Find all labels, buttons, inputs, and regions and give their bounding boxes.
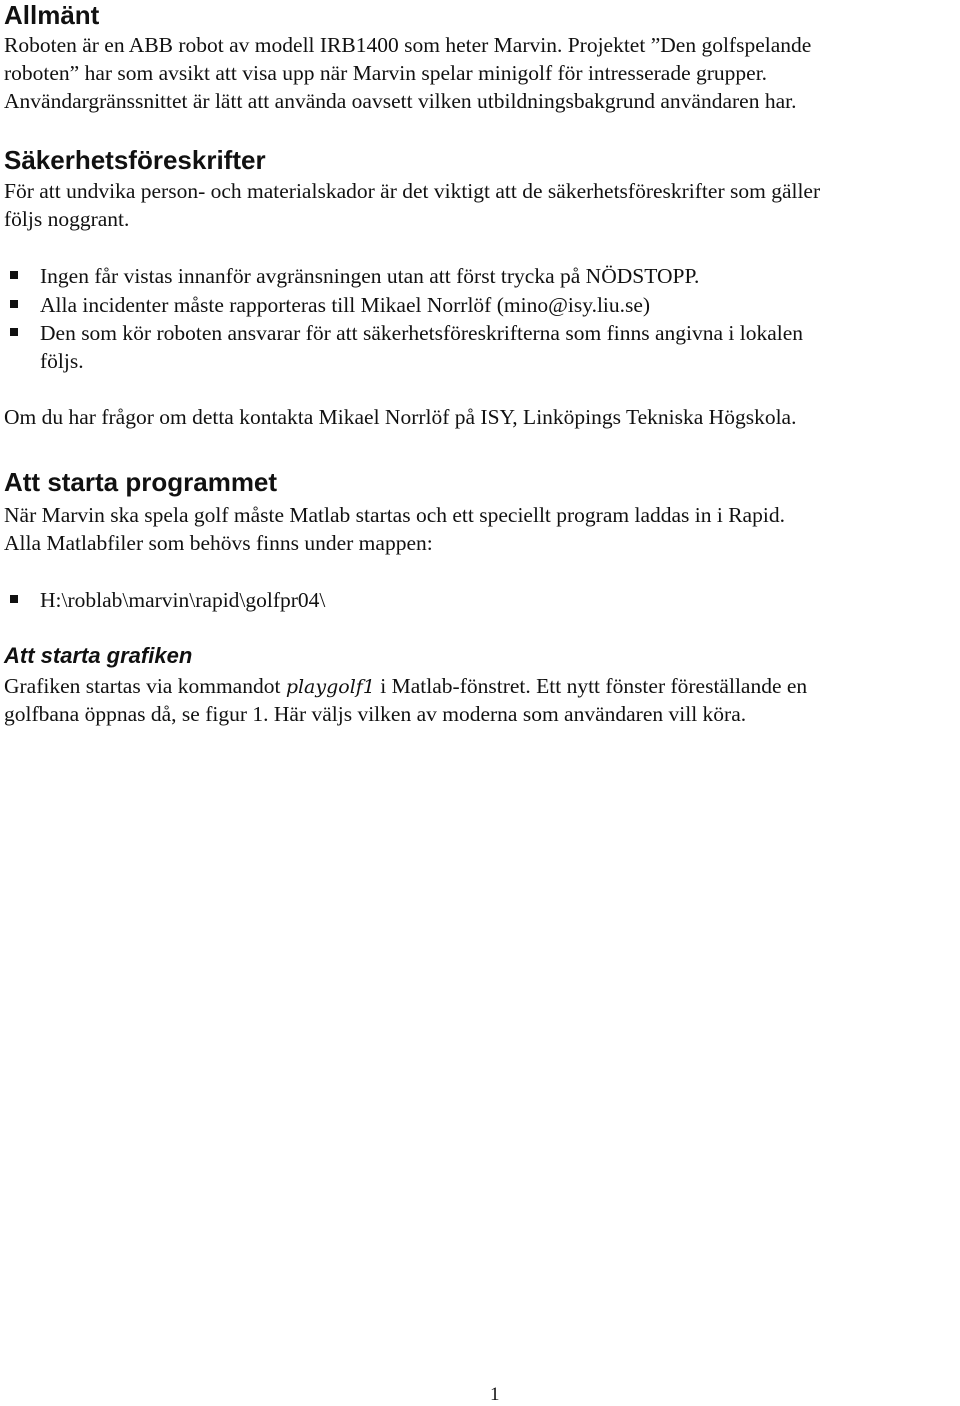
grafiken-line-1-end: i Matlab-fönstret. Ett nytt fönster föreställande en (374, 674, 808, 698)
page-number: 1 (490, 1384, 500, 1405)
programmet-line-1: När Marvin ska spela golf måste Matlab startas och ett speciellt program laddas in i Rapid. (4, 503, 785, 527)
allmant-line-3: Användargränssnittet är lätt att använda oavsett vilken utbildningsbakgrund användaren har. (4, 89, 797, 113)
heading-att-starta-grafiken: Att starta grafiken (4, 643, 193, 668)
bullet-text: Alla incidenter måste rapporteras till Mikael Norrlöf (mino@isy.liu.se) (40, 293, 651, 317)
folder-path: H:\roblab\marvin\rapid\golfpr04\ (40, 588, 326, 612)
sakerhet-intro-line-1: För att undvika person- och materialskador är det viktigt att de säkerhetsföreskrifter som gäller (4, 179, 821, 203)
programmet-line-2: Alla Matlabfiler som behövs finns under mappen: (4, 531, 433, 555)
heading-allmant: Allmänt (4, 0, 100, 30)
allmant-line-1: Roboten är en ABB robot av modell IRB1400 som heter Marvin. Projektet ”Den golfspelande (4, 33, 812, 57)
heading-att-starta-programmet: Att starta programmet (4, 467, 278, 497)
heading-sakerhetsforeskrifter: Säkerhetsföreskrifter (4, 145, 266, 175)
square-bullet-icon (10, 328, 18, 336)
square-bullet-icon (10, 595, 18, 603)
bullet-text: Den som kör roboten ansvarar för att säkerhetsföreskrifterna som finns angivna i lokalen (40, 321, 804, 345)
sakerhet-intro-line-2: följs noggrant. (4, 207, 130, 231)
grafiken-line-1-start: Grafiken startas via kommandot (4, 674, 286, 698)
square-bullet-icon (10, 300, 18, 308)
contact-line: Om du har frågor om detta kontakta Mikael Norrlöf på ISY, Linköpings Tekniska Högskola. (4, 405, 797, 429)
grafiken-line-1 (4, 672, 807, 701)
bullet-continuation: följs. (40, 349, 84, 373)
command-name: playgolf1 (285, 676, 375, 698)
allmant-line-2: roboten” har som avsikt att visa upp när Marvin spelar minigolf för intresserade grupper. (4, 61, 768, 85)
square-bullet-icon (10, 271, 18, 279)
bullet-text: Ingen får vistas innanför avgränsningen utan att först trycka på NÖDSTOPP. (40, 264, 700, 288)
grafiken-line-2: golfbana öppnas då, se figur 1. Här väljs vilken av moderna som användaren vill köra. (4, 702, 747, 726)
